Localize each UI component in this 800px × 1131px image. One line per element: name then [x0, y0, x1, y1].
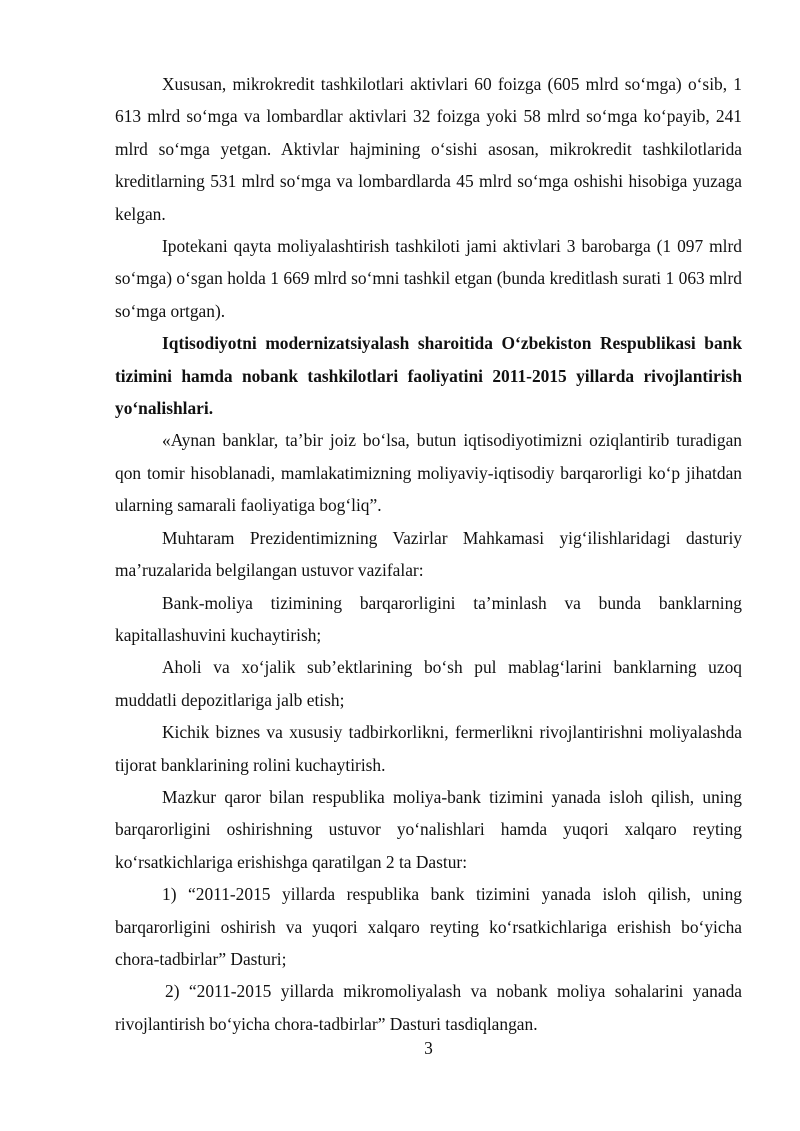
page-number: 3	[424, 1038, 433, 1058]
paragraph-program-2: 2) “2011-2015 yillarda mikromoliyalash va nobank moliya sohalarini yanada rivojlantirish bo‘yicha chora-tadbirlar” Dasturi tasdiqlangan.	[115, 981, 742, 1034]
paragraph-priority-tasks-intro: Muhtaram Prezidentimizning Vazirlar Mahkamasi yig‘ilishlaridagi dasturiy ma’ruzalarida belgilangan ustuvor vazifalar:	[115, 527, 742, 581]
paragraph-task-small-business: Kichik biznes va xususiy tadbirkorlikni, fermerlikni rivojlantirishni moliyalashda tijorat banklarining rolini kuchaytirish.	[115, 722, 742, 775]
paragraph-mortgage-refinancing: Ipotekani qayta moliyalashtirish tashkiloti jami aktivlari 3 barobarga (1 097 mlrd so‘mga) o‘sgan holda 1 669 mlrd so‘mni tashkil etgan (bunda kreditlash surati 1 063 mlrd so‘mga ortgan).	[115, 236, 742, 321]
paragraph-quote: «Aynan banklar, ta’bir joiz bo‘lsa, butun iqtisodiyotimizni oziqlantirib turadigan qon tomir hisoblanadi, mamlakatimizning moliyaviy-iqtisodiy barqarorligi ko‘p jihatdan ularning samarali faoliyatiga bog‘liq”.	[115, 430, 742, 516]
paragraph-task-stability: Bank-moliya tizimining barqarorligini ta’minlash va bunda banklarning kapitallashuvini kuchaytirish;	[115, 592, 742, 645]
paragraph-task-deposits: Aholi va xo‘jalik sub’ektlarining bo‘sh pul mablag‘larini banklarning uzoq muddatli depozitlariga jalb etish;	[115, 657, 742, 710]
paragraph-program-1: 1) “2011-2015 yillarda respublika bank tizimini yanada isloh qilish, uning barqarorligini oshirish va yuqori xalqaro reyting ko‘rsatkichlariga erishish bo‘yicha chora-tadbirlar” Dasturi;	[115, 884, 742, 969]
paragraph-microcredit-assets: Xususan, mikrokredit tashkilotlari aktivlari 60 foizga (605 mlrd so‘mga) o‘sib, 1 613 mlrd so‘mga va lombardlar aktivlari 32 foizga yoki 58 mlrd so‘mga ko‘payib, 241 mlrd so‘mga yetgan. Aktivlar hajmining o‘sishi asosan, mikrokredit tashkilotlarida kreditlarning 531 mlrd so‘mga va lombardlarda 45 mlrd so‘mga oshishi hisobiga yuzaga kelgan.	[115, 74, 742, 224]
section-heading: Iqtisodiyotni modernizatsiyalash sharoitida O‘zbekiston Respublikasi bank tizimini hamda nobank tashkilotlari faoliyatini 2011-2015 yillarda rivojlantirish yo‘nalishlari.	[115, 333, 742, 419]
paragraph-resolution-programs: Mazkur qaror bilan respublika moliya-bank tizimini yanada isloh qilish, uning barqarorligini oshirishning ustuvor yo‘nalishlari hamda yuqori xalqaro reyting ko‘rsatkichlariga erishishga qaratilgan 2 ta Dastur:	[115, 786, 742, 872]
document-page	[115, 68, 742, 1040]
